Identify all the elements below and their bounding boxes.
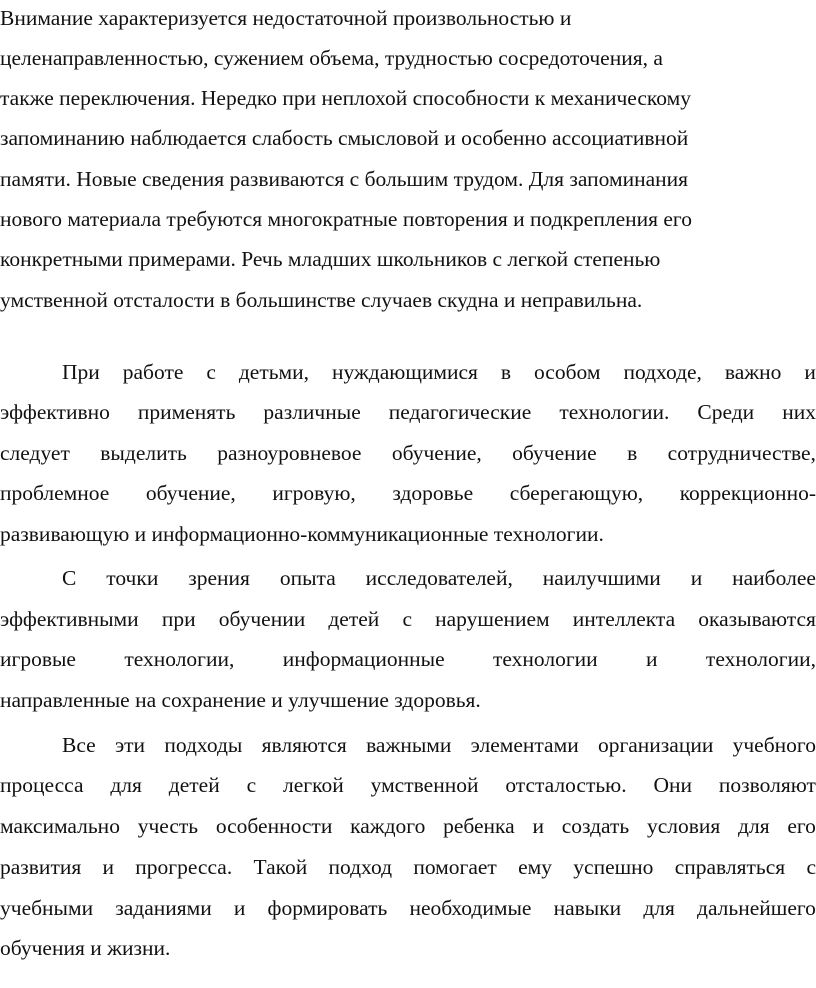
word: и [646, 647, 658, 671]
word: легкой [283, 773, 344, 797]
word: с [806, 855, 816, 879]
word: каждого [350, 814, 426, 838]
text-line: умственной отсталости в большинстве случаев скудна и неправильна. [0, 288, 643, 312]
word: эти [114, 733, 146, 757]
word: точки [106, 566, 159, 590]
word: коррекционно- [679, 481, 816, 505]
word: справляться [674, 855, 786, 879]
word: навыки [553, 896, 622, 920]
word: особом [534, 360, 601, 384]
word: Среди [697, 400, 755, 424]
word: эффективными [0, 607, 139, 631]
word: помогает [413, 855, 497, 879]
text-line [62, 358, 816, 386]
word: зрения [188, 566, 250, 590]
word: следует [0, 441, 70, 465]
word: и [804, 360, 816, 384]
word: дальнейшего [697, 896, 816, 920]
word: детьми, [238, 360, 310, 384]
text-line: направленные на сохранение и улучшение здоровья. [0, 688, 481, 712]
word: для [110, 773, 142, 797]
word: исследователей, [365, 566, 513, 590]
text-line [0, 771, 816, 799]
word: детей [168, 773, 220, 797]
word: технологии, [124, 647, 235, 671]
word: нарушением [435, 607, 550, 631]
word: наилучшими [542, 566, 661, 590]
text-line: нового материала требуются многократные повторения и подкрепления его [0, 207, 692, 231]
word: и [102, 855, 115, 879]
text-line: запоминанию наблюдается слабость смысловой и особенно ассоциативной [0, 126, 689, 150]
word: отсталостью. [505, 773, 627, 797]
word: нуждающимися [331, 360, 478, 384]
word: и [690, 566, 703, 590]
text-line: развивающую и информационно-коммуникационные технологии. [0, 522, 604, 546]
word: технологии [493, 647, 598, 671]
text-line [0, 605, 816, 633]
word: в [500, 360, 512, 384]
word: подход [328, 855, 393, 879]
word: учебного [732, 733, 816, 757]
text-line [0, 479, 816, 507]
word: с [206, 360, 216, 384]
word: и [233, 896, 246, 920]
word: подходы [164, 733, 243, 757]
word: прогресса. [135, 855, 233, 879]
word: организации [597, 733, 714, 757]
word: условия [646, 814, 721, 838]
word: умственной [370, 773, 479, 797]
word: для [738, 814, 770, 838]
word: его [787, 814, 816, 838]
word: ребенка [443, 814, 515, 838]
word: в [627, 441, 638, 465]
text-line [62, 731, 816, 759]
word: здоровье [392, 481, 474, 505]
word: учесть [137, 814, 199, 838]
text-line [0, 439, 816, 467]
word: с [246, 773, 257, 797]
word: при [161, 607, 196, 631]
word: разноуровневое [217, 441, 362, 465]
word: максимально [0, 814, 120, 838]
word: необходимые [409, 896, 532, 920]
word: них [782, 400, 816, 424]
word: для [643, 896, 675, 920]
word: процесса [0, 773, 84, 797]
text-line: также переключения. Нередко при неплохой способности к механическому [0, 86, 691, 110]
word: развития [0, 855, 82, 879]
word: выделить [100, 441, 187, 465]
word: формировать [267, 896, 388, 920]
word: Все [62, 733, 96, 757]
text-line [0, 812, 816, 840]
word: ему [518, 855, 553, 879]
text-line [0, 894, 816, 922]
word: и [532, 814, 544, 838]
word: проблемное [0, 481, 110, 505]
word: успешно [573, 855, 654, 879]
text-line: Внимание характеризуется недостаточной произвольностью и [0, 6, 572, 30]
word: технологии, [705, 647, 816, 671]
word: игровые [0, 647, 76, 671]
word: Они [653, 773, 693, 797]
word: обучении [218, 607, 306, 631]
word: технологии. [559, 400, 670, 424]
word: с [402, 607, 412, 631]
word: С [62, 566, 77, 590]
text-line: целенаправленностью, сужением объема, трудностью сосредоточения, а [0, 46, 663, 70]
word: Такой [253, 855, 308, 879]
word: важными [366, 733, 452, 757]
text-line: памяти. Новые сведения развиваются с большим трудом. Для запоминания [0, 167, 689, 191]
word: обучение, [391, 441, 482, 465]
text-line [62, 564, 816, 592]
word: информационные [282, 647, 445, 671]
text-line [0, 398, 816, 426]
word: заданиями [115, 896, 212, 920]
word: особенности [215, 814, 333, 838]
word: различные [263, 400, 361, 424]
word: При [62, 360, 100, 384]
text-line: обучения и жизни. [0, 936, 171, 960]
word: игровую, [272, 481, 356, 505]
word: сотрудничестве, [667, 441, 816, 465]
word: обучение [512, 441, 597, 465]
word: позволяют [718, 773, 816, 797]
word: интеллекта [572, 607, 676, 631]
word: создать [561, 814, 630, 838]
word: наиболее [732, 566, 816, 590]
word: работе [122, 360, 184, 384]
word: оказываются [698, 607, 816, 631]
word: подходе, [623, 360, 702, 384]
word: обучение, [145, 481, 236, 505]
word: детей [328, 607, 380, 631]
text-line: конкретными примерами. Речь младших школьников с легкой степенью [0, 247, 661, 271]
word: опыта [279, 566, 336, 590]
word: педагогические [388, 400, 532, 424]
word: важно [724, 360, 782, 384]
word: эффективно [0, 400, 110, 424]
word: учебными [0, 896, 94, 920]
word: элементами [470, 733, 579, 757]
word: сберегающую, [509, 481, 644, 505]
word: применять [137, 400, 236, 424]
text-line [0, 645, 816, 673]
word: являются [261, 733, 347, 757]
text-line [0, 853, 816, 881]
